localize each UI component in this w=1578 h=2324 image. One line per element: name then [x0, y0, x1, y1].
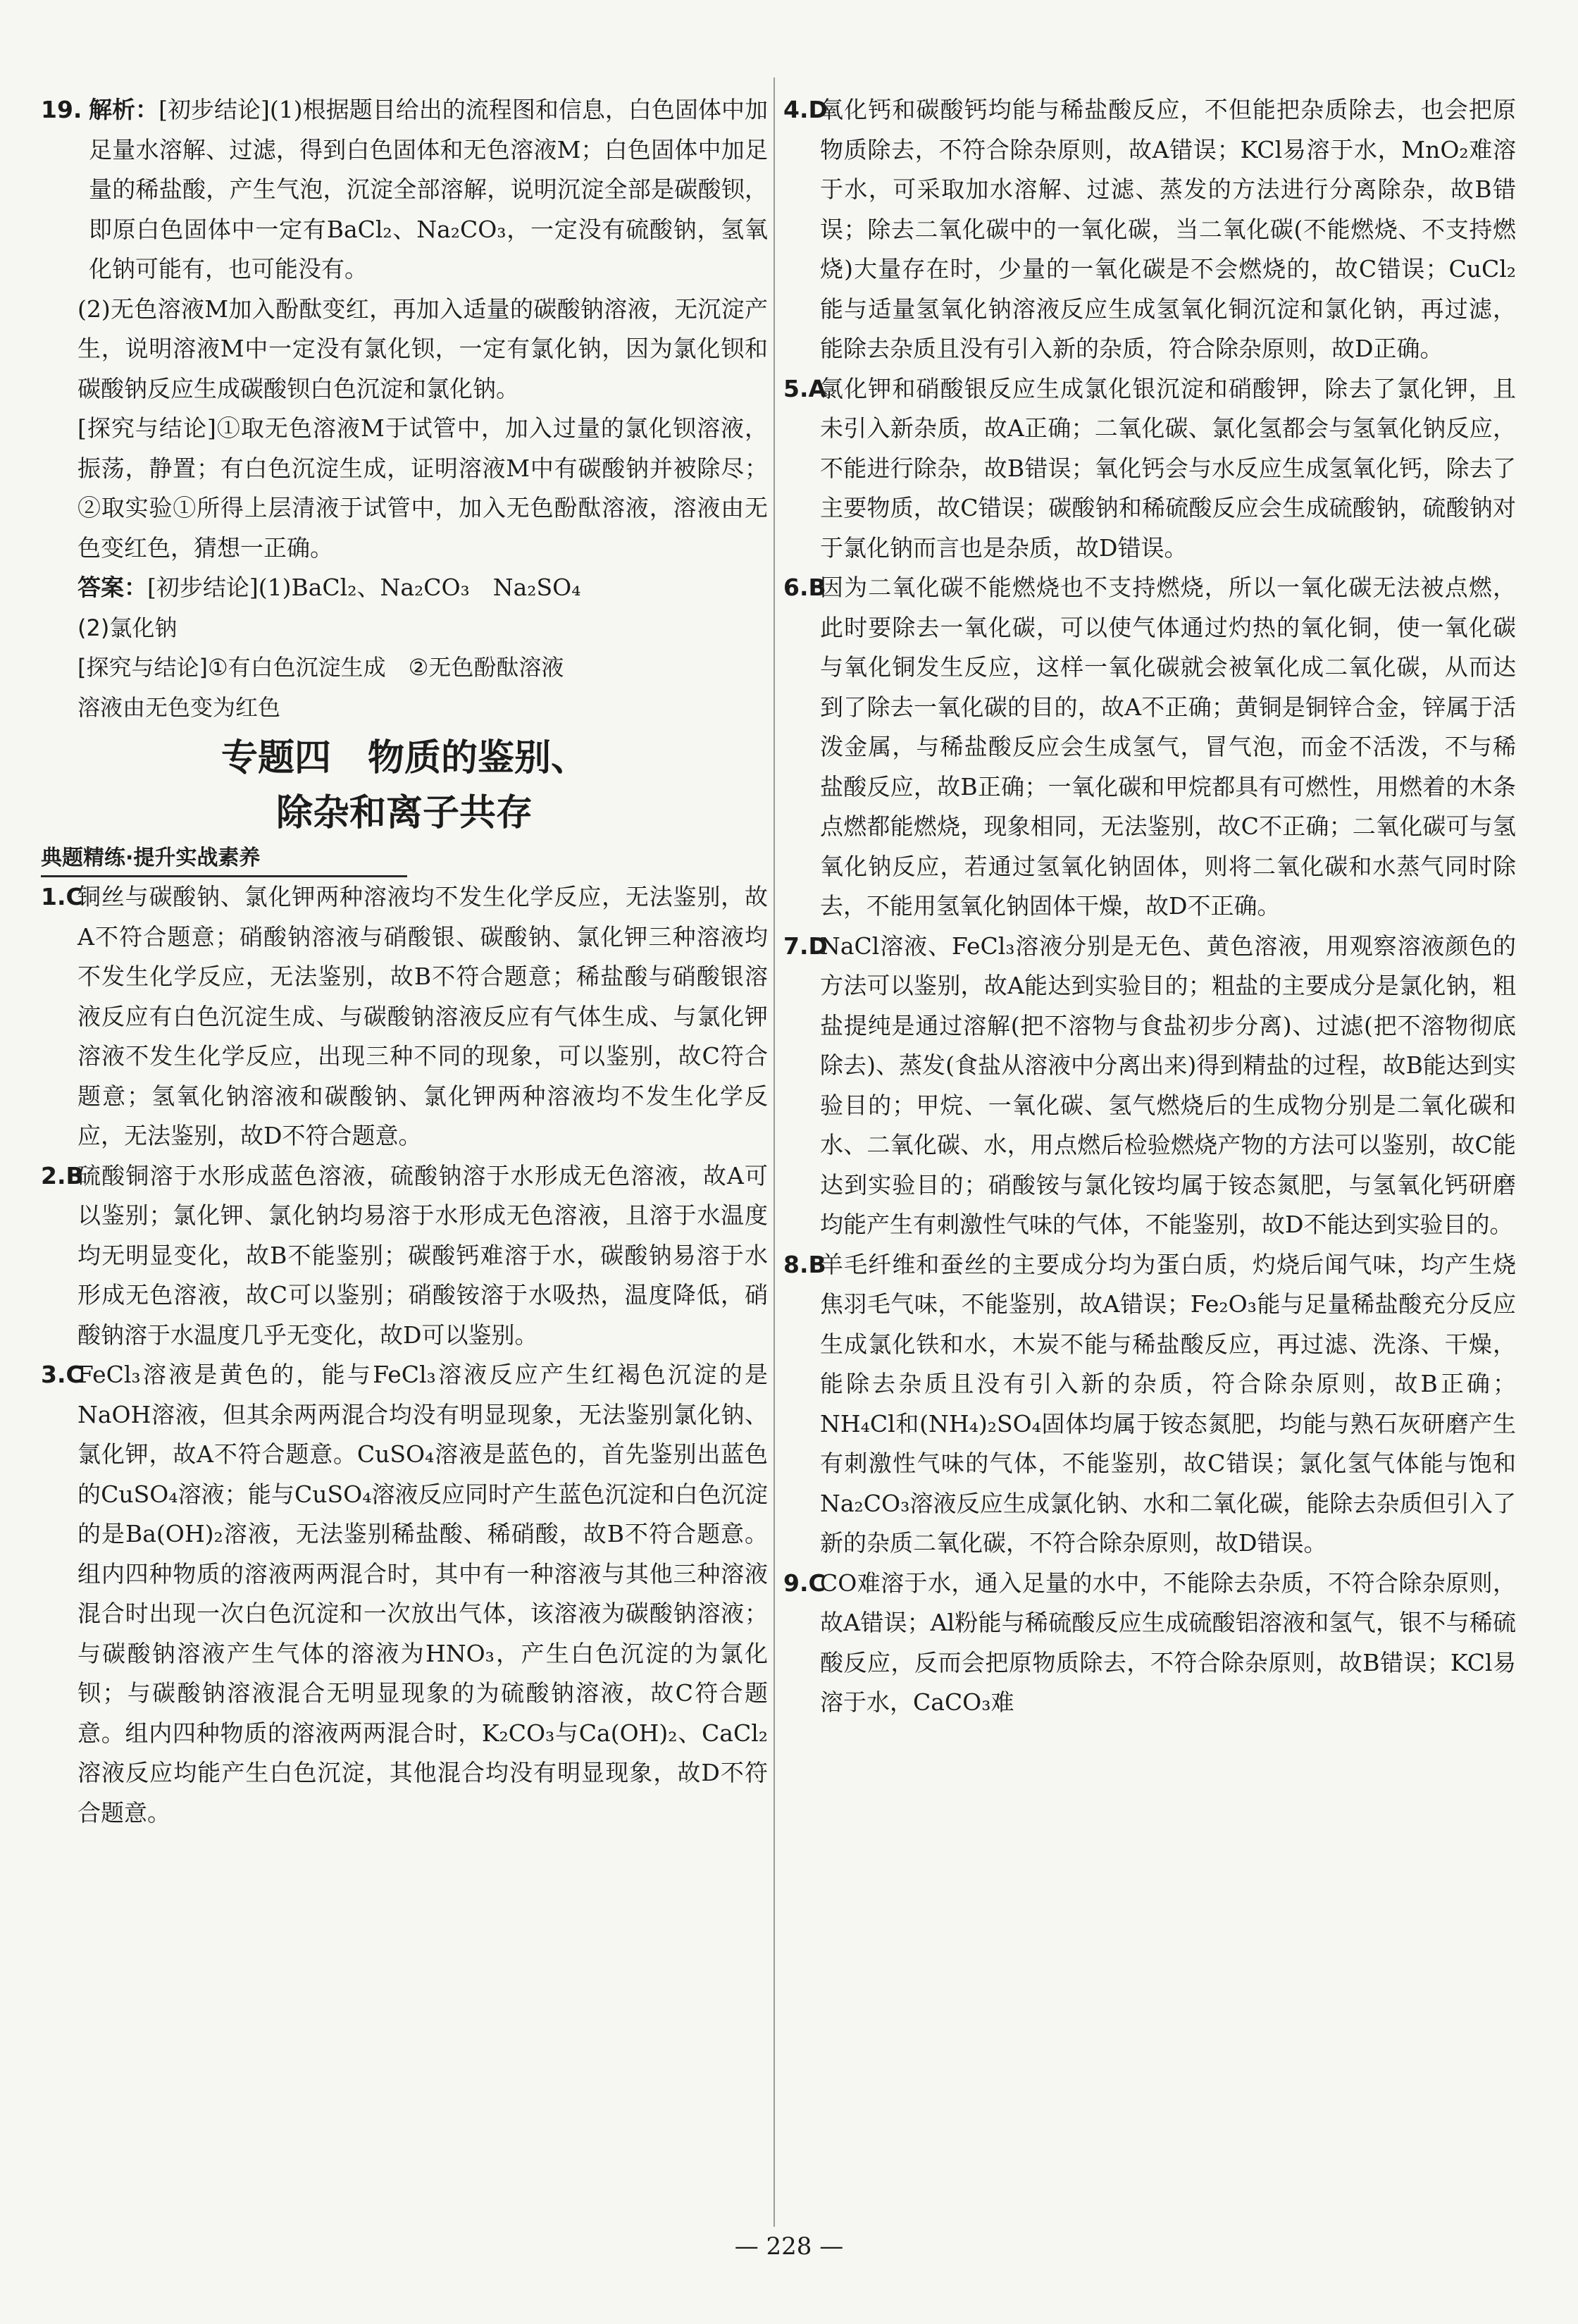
question-number: 2.B [41, 1161, 84, 1189]
question-number: 9.C [783, 1569, 826, 1597]
question-item [41, 1355, 768, 1833]
question-text: 氧化钙和碳酸钙均能与稀盐酸反应，不但能把杂质除去，也会把原物质除去，不符合除杂原则，故A错误；KCl易溶于水，MnO₂难溶于水，可采取加水溶解、过滤、蒸发的方法进行分离除杂，故B错误；除去二氧化碳中的一氧化碳，当二氧化碳(不能燃烧、不支持燃烧)大量存在时，少量的一氧化碳是不会燃烧的，故C错误；CuCl₂能与适量氢氧化钠溶液反应生成氢氧化铜沉淀和氯化钠，再过滤，能除去杂质且没有引入新的杂质，符合除杂原则，故D正确。 [820, 96, 1516, 362]
page-number: — 228 — [734, 2232, 844, 2261]
question-number: 1.C [41, 883, 83, 910]
question-number: 5.A [783, 374, 827, 402]
question-item [41, 877, 768, 1156]
question-number: 8.B [783, 1250, 826, 1278]
question-text: 羊毛纤维和蚕丝的主要成分均为蛋白质，灼烧后闻气味，均产生烧焦羽毛气味，不能鉴别，故A错误；Fe₂O₃能与足量稀盐酸充分反应生成氯化铁和水，木炭不能与稀盐酸反应，再过滤、洗涤、干燥，能除去杂质且没有引入新的杂质，符合除杂原则，故B正确；NH₄Cl和(NH₄)₂SO₄固体均属于铵态氮肥，均能与熟石灰研磨产生有刺激性气味的气体，不能鉴别，故C错误；氯化氢气体能与饱和Na₂CO₃溶液反应生成氯化钠、水和二氧化碳，能除去杂质但引入了新的杂质二氧化碳，不符合除杂原则，故D错误。 [820, 1250, 1516, 1557]
question-text: 氯化钾和硝酸银反应生成氯化银沉淀和硝酸钾，除去了氯化钾，且未引入新杂质，故A正确；二氧化碳、氯化氢都会与氢氧化钠反应，不能进行除杂，故B错误；氧化钙会与水反应生成氢氧化钙，除去了主要物质，故C错误；碳酸钠和稀硫酸反应会生成硫酸钠，硫酸钠对于氯化钠而言也是杂质，故D错误。 [820, 374, 1516, 562]
question-item [783, 1245, 1516, 1564]
section-label: 典题精练·提升实战素养 [41, 843, 407, 877]
q19-answer-2: (2)氯化钠 [77, 614, 178, 641]
question-item [783, 927, 1516, 1245]
question-number: 19. [41, 96, 82, 123]
question-number: 3.C [41, 1361, 83, 1388]
section-title-line-2: 除杂和离子共存 [275, 792, 533, 834]
question-number: 6.B [783, 574, 826, 601]
question-text: 铜丝与碳酸钠、氯化钾两种溶液均不发生化学反应，无法鉴别，故A不符合题意；硝酸钠溶液与硝酸银、碳酸钠、氯化钾三种溶液均不发生化学反应，无法鉴别，故B不符合题意；稀盐酸与硝酸银溶液反应有白色沉淀生成、与碳酸钠溶液反应有气体生成、与氯化钾溶液不发生化学反应，出现三种不同的现象，可以鉴别，故C符合题意；氢氧化钠溶液和碳酸钠、氯化钾两种溶液均不发生化学反应，无法鉴别，故D不符合题意。 [77, 883, 768, 1149]
q19-paragraph-3: [探究与结论]①取无色溶液M于试管中，加入过量的氯化钡溶液，振荡，静置；有白色沉淀生成，证明溶液M中有碳酸钠并被除尽；②取实验①所得上层清液于试管中，加入无色酚酞溶液，溶液由无色变红色，猜想一正确。 [77, 414, 768, 562]
q19-answer-4: 溶液由无色变为红色 [77, 693, 281, 721]
q19-paragraph-1: [初步结论](1)根据题目给出的流程图和信息，白色固体中加足量水溶解、过滤，得到白色固体和无色溶液M；白色固体中加足量的稀盐酸，产生气泡，沉淀全部溶解，说明沉淀全部是碳酸钡，即原白色固体中一定有BaCl₂、Na₂CO₃，一定没有硫酸钠，氢氧化钠可能有，也可能没有。 [89, 96, 769, 283]
question-19 [41, 90, 768, 290]
question-item [783, 369, 1516, 569]
question-text: FeCl₃溶液是黄色的，能与FeCl₃溶液反应产生红褐色沉淀的是NaOH溶液，但其余两两混合均没有明显现象，无法鉴别氯化钠、氯化钾，故A不符合题意。CuSO₄溶液是蓝色的，首先鉴别出蓝色的CuSO₄溶液；能与CuSO₄溶液反应同时产生蓝色沉淀和白色沉淀的是Ba(OH)₂溶液，无法鉴别稀盐酸、稀硝酸，故B不符合题意。组内四种物质的溶液两两混合时，其中有一种溶液与其他三种溶液混合时出现一次白色沉淀和一次放出气体，该溶液为碳酸钠溶液；与碳酸钠溶液产生气体的溶液为HNO₃，产生白色沉淀的为氯化钡；与碳酸钠溶液混合无明显现象的为硫酸钠溶液，故C符合题意。组内四种物质的溶液两两混合时，K₂CO₃与Ca(OH)₂、CaCl₂溶液反应均能产生白色沉淀，其他混合均没有明显现象，故D不符合题意。 [77, 1361, 768, 1827]
question-number: 7.D [783, 932, 828, 960]
question-number: 4.D [783, 96, 828, 123]
question-text: NaCl溶液、FeCl₃溶液分别是无色、黄色溶液，用观察溶液颜色的方法可以鉴别，故A能达到实验目的；粗盐的主要成分是氯化钠，粗盐提纯是通过溶解(把不溶物与食盐初步分离)、过滤(把不溶物彻底除去)、蒸发(食盐从溶液中分离出来)得到精盐的过程，故B能达到实验目的；甲烷、一氧化碳、氢气燃烧后的生成物分别是二氧化碳和水、二氧化碳、水，用点燃后检验燃烧产物的方法可以鉴别，故C能达到实验目的；硝酸铵与氯化铵均属于铵态氮肥，与氢氧化钙研磨均能产生有刺激性气味的气体，不能鉴别，故D不能达到实验目的。 [820, 932, 1516, 1238]
right-column [783, 90, 1516, 1723]
question-item [783, 1564, 1516, 1723]
question-item [783, 90, 1516, 369]
question-text: 因为二氧化碳不能燃烧也不支持燃烧，所以一氧化碳无法被点燃，此时要除去一氧化碳，可以使气体通过灼热的氧化铜，使一氧化碳与氧化铜发生反应，这样一氧化碳就会被氧化成二氧化碳，从而达到了除去一氧化碳的目的，故A不正确；黄铜是铜锌合金，锌属于活泼金属，与稀盐酸反应会生成氢气，冒气泡，而金不活泼，不与稀盐酸反应，故B正确；一氧化碳和甲烷都具有可燃性，用燃着的木条点燃都能燃烧，现象相同，无法鉴别，故C不正确；二氧化碳可与氢氧化钠反应，若通过氢氧化钠固体，则将二氧化碳和水蒸气同时除去，不能用氢氧化钠固体干燥，故D不正确。 [820, 574, 1516, 920]
question-item [41, 1156, 768, 1356]
section-title-line-1: 专题四 物质的鉴别、 [220, 737, 588, 779]
left-column [41, 90, 768, 1833]
question-item [783, 568, 1516, 927]
q19-answer-1: [初步结论](1)BaCl₂、Na₂CO₃ Na₂SO₄ [147, 574, 581, 601]
q19-answer-3: [探究与结论]①有白色沉淀生成 ②无色酚酞溶液 [77, 654, 564, 681]
q19-paragraph-2: (2)无色溶液M加入酚酞变红，再加入适量的碳酸钠溶液，无沉淀产生，说明溶液M中一定没有氯化钡，一定有氯化钠，因为氯化钡和碳酸钠反应生成碳酸钡白色沉淀和氯化钠。 [77, 295, 768, 402]
answer-label: 答案： [77, 574, 147, 601]
question-text: 硫酸铜溶于水形成蓝色溶液，硫酸钠溶于水形成无色溶液，故A可以鉴别；氯化钾、氯化钠均易溶于水形成无色溶液，且溶于水温度均无明显变化，故B不能鉴别；碳酸钙难溶于水，碳酸钠易溶于水形成无色溶液，故C可以鉴别；硝酸铵溶于水吸热，温度降低，硝酸钠溶于水温度几乎无变化，故D可以鉴别。 [77, 1161, 768, 1349]
analysis-label: 解析： [89, 96, 159, 123]
question-text: CO难溶于水，通入足量的水中，不能除去杂质，不符合除杂原则，故A错误；Al粉能与稀硫酸反应生成硫酸铝溶液和氢气，银不与稀硫酸反应，反而会把原物质除去，不符合除杂原则，故B错误；KCl易溶于水，CaCO₃难 [820, 1569, 1516, 1716]
column-divider [774, 78, 775, 2227]
